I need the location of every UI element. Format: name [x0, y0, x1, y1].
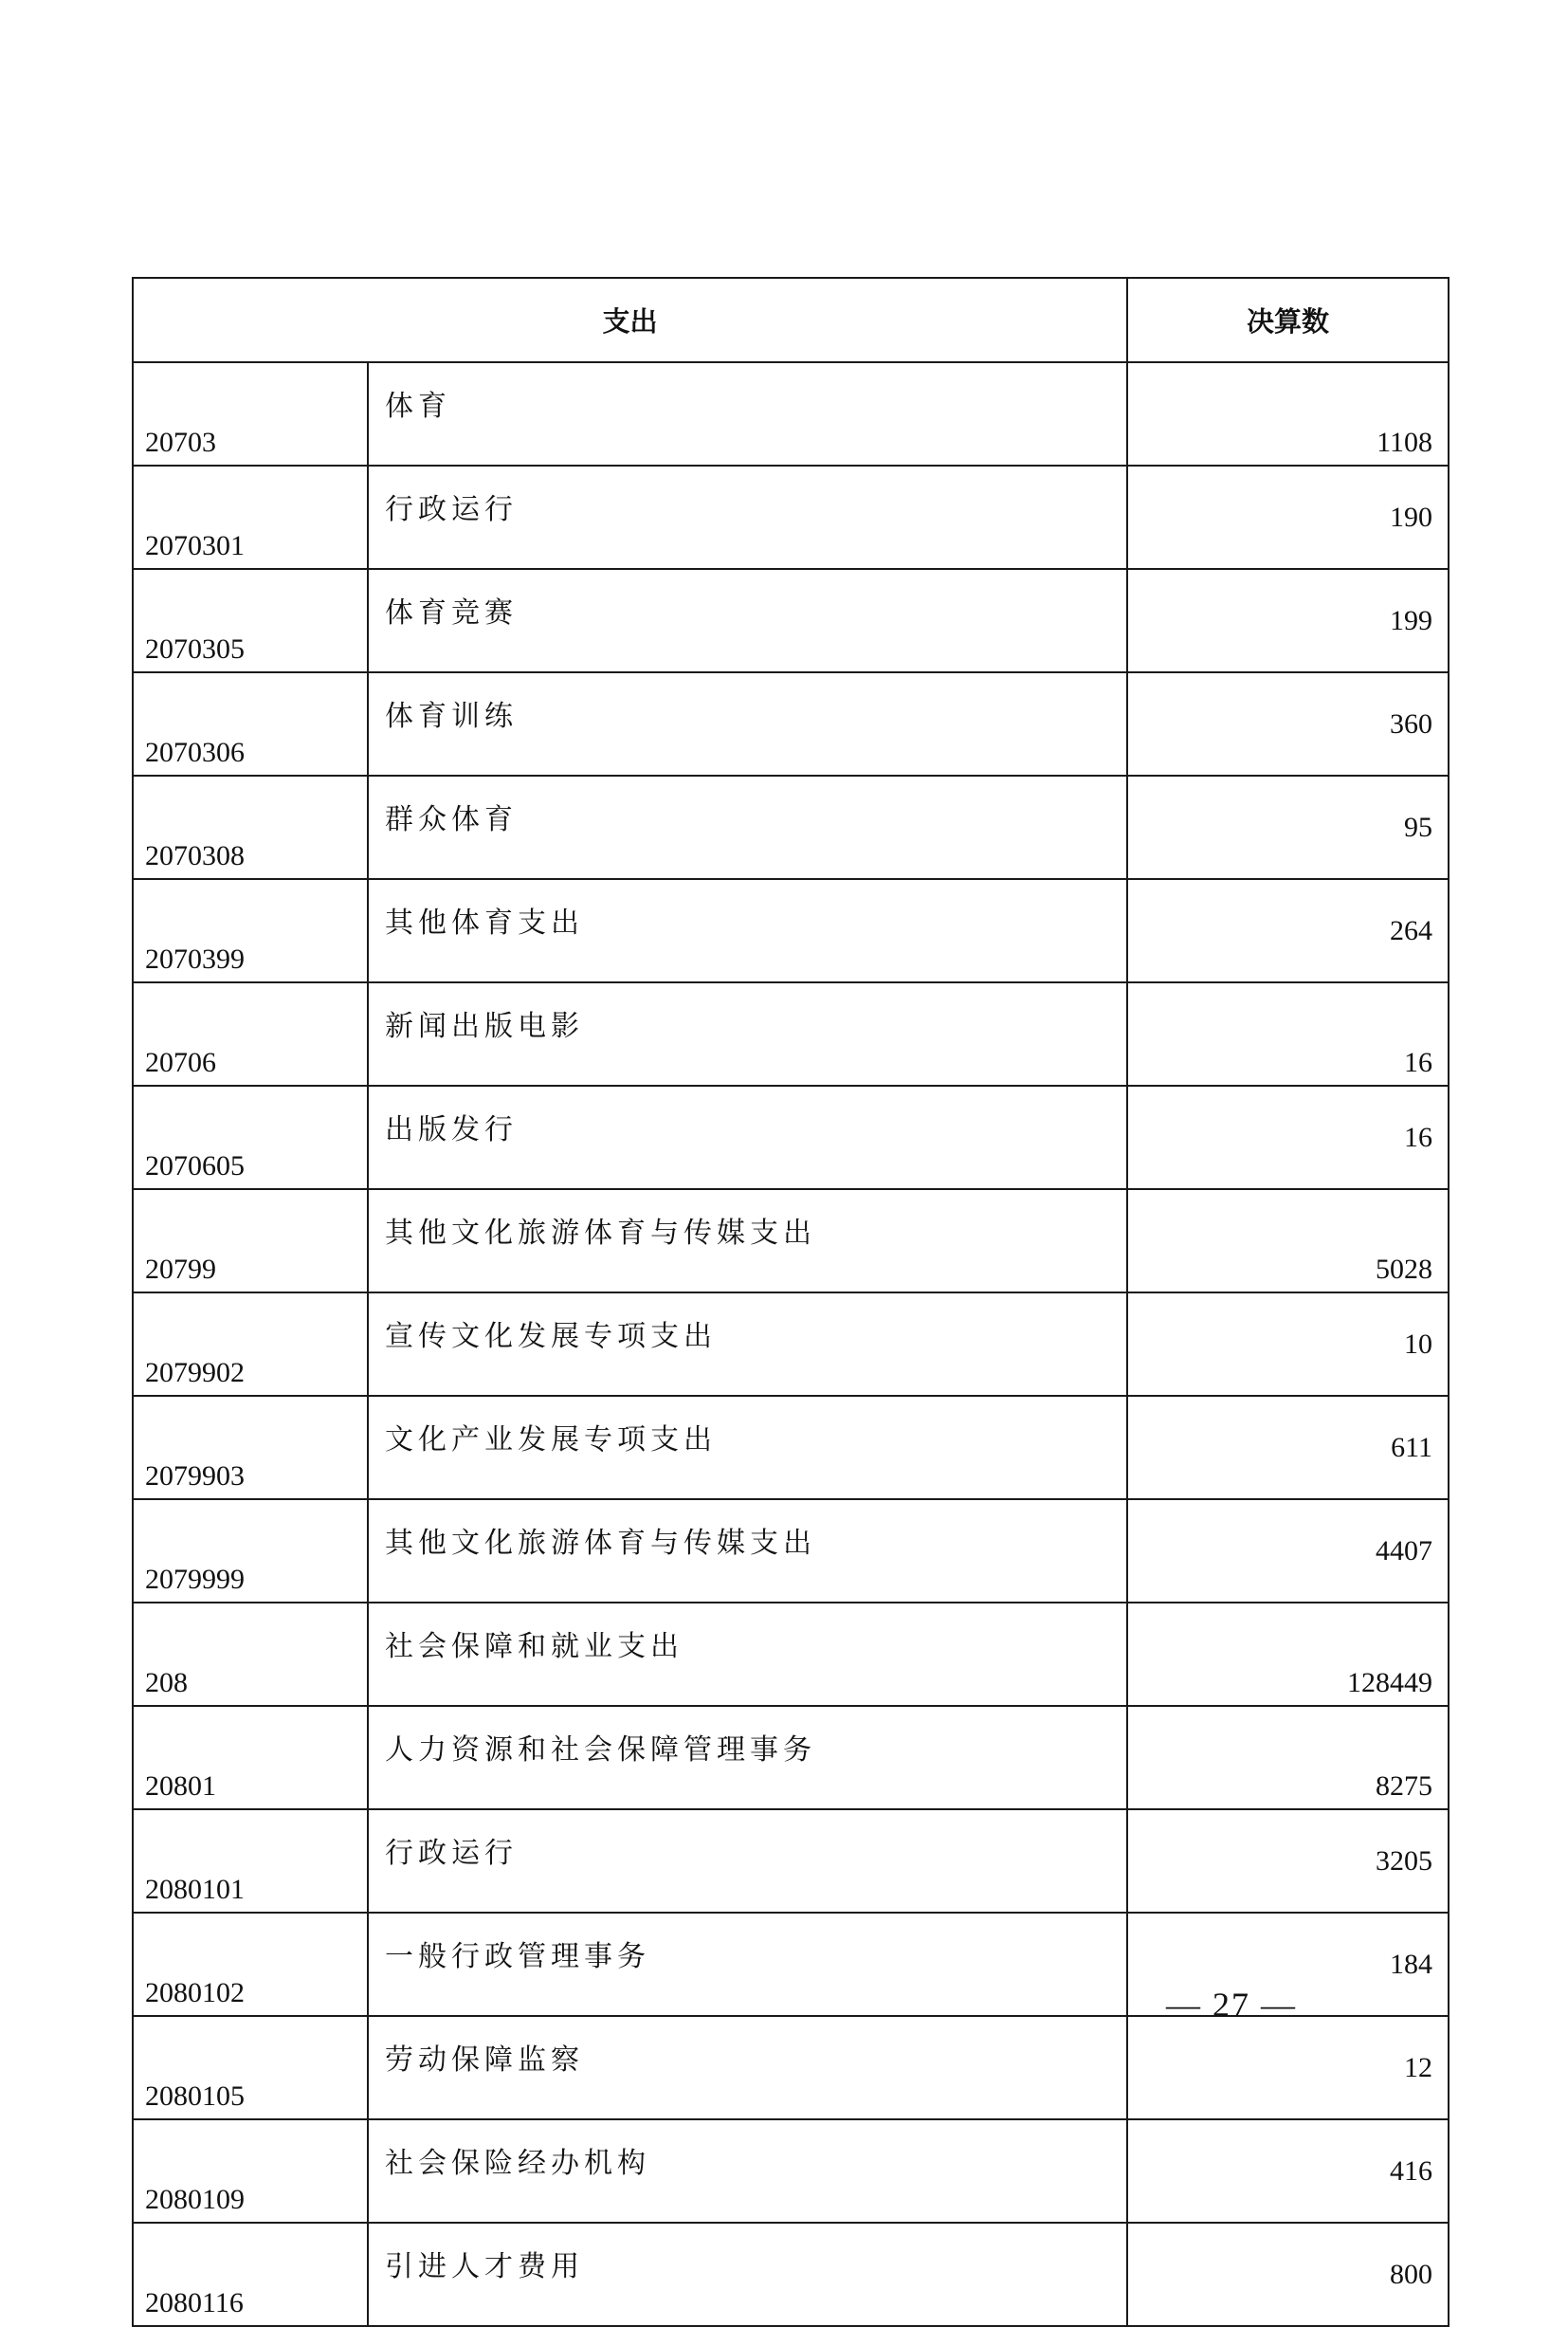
subject-code: 2080101	[133, 1809, 368, 1913]
table-row	[133, 2016, 1449, 2119]
table-row	[133, 362, 1449, 466]
subject-code: 2070301	[133, 466, 368, 569]
subject-name: 出版发行	[368, 1086, 1127, 1189]
final-amount: 4407	[1127, 1499, 1449, 1603]
final-amount: 16	[1127, 1086, 1449, 1189]
table-row	[133, 2223, 1449, 2326]
final-amount: 8275	[1127, 1706, 1449, 1809]
table-row	[133, 1706, 1449, 1809]
subject-code: 2070605	[133, 1086, 368, 1189]
subject-code: 208	[133, 1603, 368, 1706]
final-amount: 800	[1127, 2223, 1449, 2326]
subject-code: 2080109	[133, 2119, 368, 2223]
subject-name: 一般行政管理事务	[368, 1913, 1127, 2016]
final-amount: 3205	[1127, 1809, 1449, 1913]
final-amount: 264	[1127, 879, 1449, 982]
subject-name: 社会保险经办机构	[368, 2119, 1127, 2223]
subject-code: 2080116	[133, 2223, 368, 2326]
subject-name: 文化产业发展专项支出	[368, 1396, 1127, 1499]
table-row	[133, 672, 1449, 776]
subject-code: 20706	[133, 982, 368, 1086]
table-body	[133, 362, 1449, 2326]
table-row	[133, 1603, 1449, 1706]
subject-name: 新闻出版电影	[368, 982, 1127, 1086]
table-row	[133, 982, 1449, 1086]
subject-code: 20703	[133, 362, 368, 466]
final-amount: 184	[1127, 1913, 1449, 2016]
table-row	[133, 1809, 1449, 1913]
table-row	[133, 466, 1449, 569]
final-amount: 611	[1127, 1396, 1449, 1499]
table-row	[133, 569, 1449, 672]
subject-code: 20801	[133, 1706, 368, 1809]
subject-code: 2070308	[133, 776, 368, 879]
final-amount: 16	[1127, 982, 1449, 1086]
header-final-amount: 决算数	[1127, 278, 1449, 362]
final-amount: 360	[1127, 672, 1449, 776]
subject-name: 劳动保障监察	[368, 2016, 1127, 2119]
header-expenditure: 支出	[133, 278, 1127, 362]
table-row	[133, 1292, 1449, 1396]
table-row	[133, 2119, 1449, 2223]
subject-code: 2079902	[133, 1292, 368, 1396]
subject-name: 其他文化旅游体育与传媒支出	[368, 1189, 1127, 1292]
subject-name: 人力资源和社会保障管理事务	[368, 1706, 1127, 1809]
subject-code: 2070399	[133, 879, 368, 982]
table-row	[133, 1086, 1449, 1189]
final-amount: 10	[1127, 1292, 1449, 1396]
subject-code: 2079903	[133, 1396, 368, 1499]
subject-code: 20799	[133, 1189, 368, 1292]
table-row	[133, 776, 1449, 879]
table-row	[133, 1499, 1449, 1603]
subject-name: 群众体育	[368, 776, 1127, 879]
subject-name: 引进人才费用	[368, 2223, 1127, 2326]
subject-code: 2070305	[133, 569, 368, 672]
subject-name: 宣传文化发展专项支出	[368, 1292, 1127, 1396]
subject-name: 体育竞赛	[368, 569, 1127, 672]
final-amount: 12	[1127, 2016, 1449, 2119]
subject-name: 其他体育支出	[368, 879, 1127, 982]
table-row	[133, 879, 1449, 982]
final-amount: 1108	[1127, 362, 1449, 466]
subject-name: 行政运行	[368, 466, 1127, 569]
final-amount: 5028	[1127, 1189, 1449, 1292]
final-amount: 190	[1127, 466, 1449, 569]
table-row	[133, 1189, 1449, 1292]
final-amount: 95	[1127, 776, 1449, 879]
subject-code: 2070306	[133, 672, 368, 776]
page-number: — 27 —	[1166, 1986, 1297, 2024]
final-amount: 128449	[1127, 1603, 1449, 1706]
subject-name: 体育训练	[368, 672, 1127, 776]
table-header-row	[133, 278, 1449, 362]
subject-code: 2079999	[133, 1499, 368, 1603]
subject-name: 其他文化旅游体育与传媒支出	[368, 1499, 1127, 1603]
final-amount: 416	[1127, 2119, 1449, 2223]
subject-name: 体育	[368, 362, 1127, 466]
final-amount: 199	[1127, 569, 1449, 672]
subject-name: 行政运行	[368, 1809, 1127, 1913]
subject-name: 社会保障和就业支出	[368, 1603, 1127, 1706]
subject-code: 2080102	[133, 1913, 368, 2016]
subject-code: 2080105	[133, 2016, 368, 2119]
table-row	[133, 1396, 1449, 1499]
